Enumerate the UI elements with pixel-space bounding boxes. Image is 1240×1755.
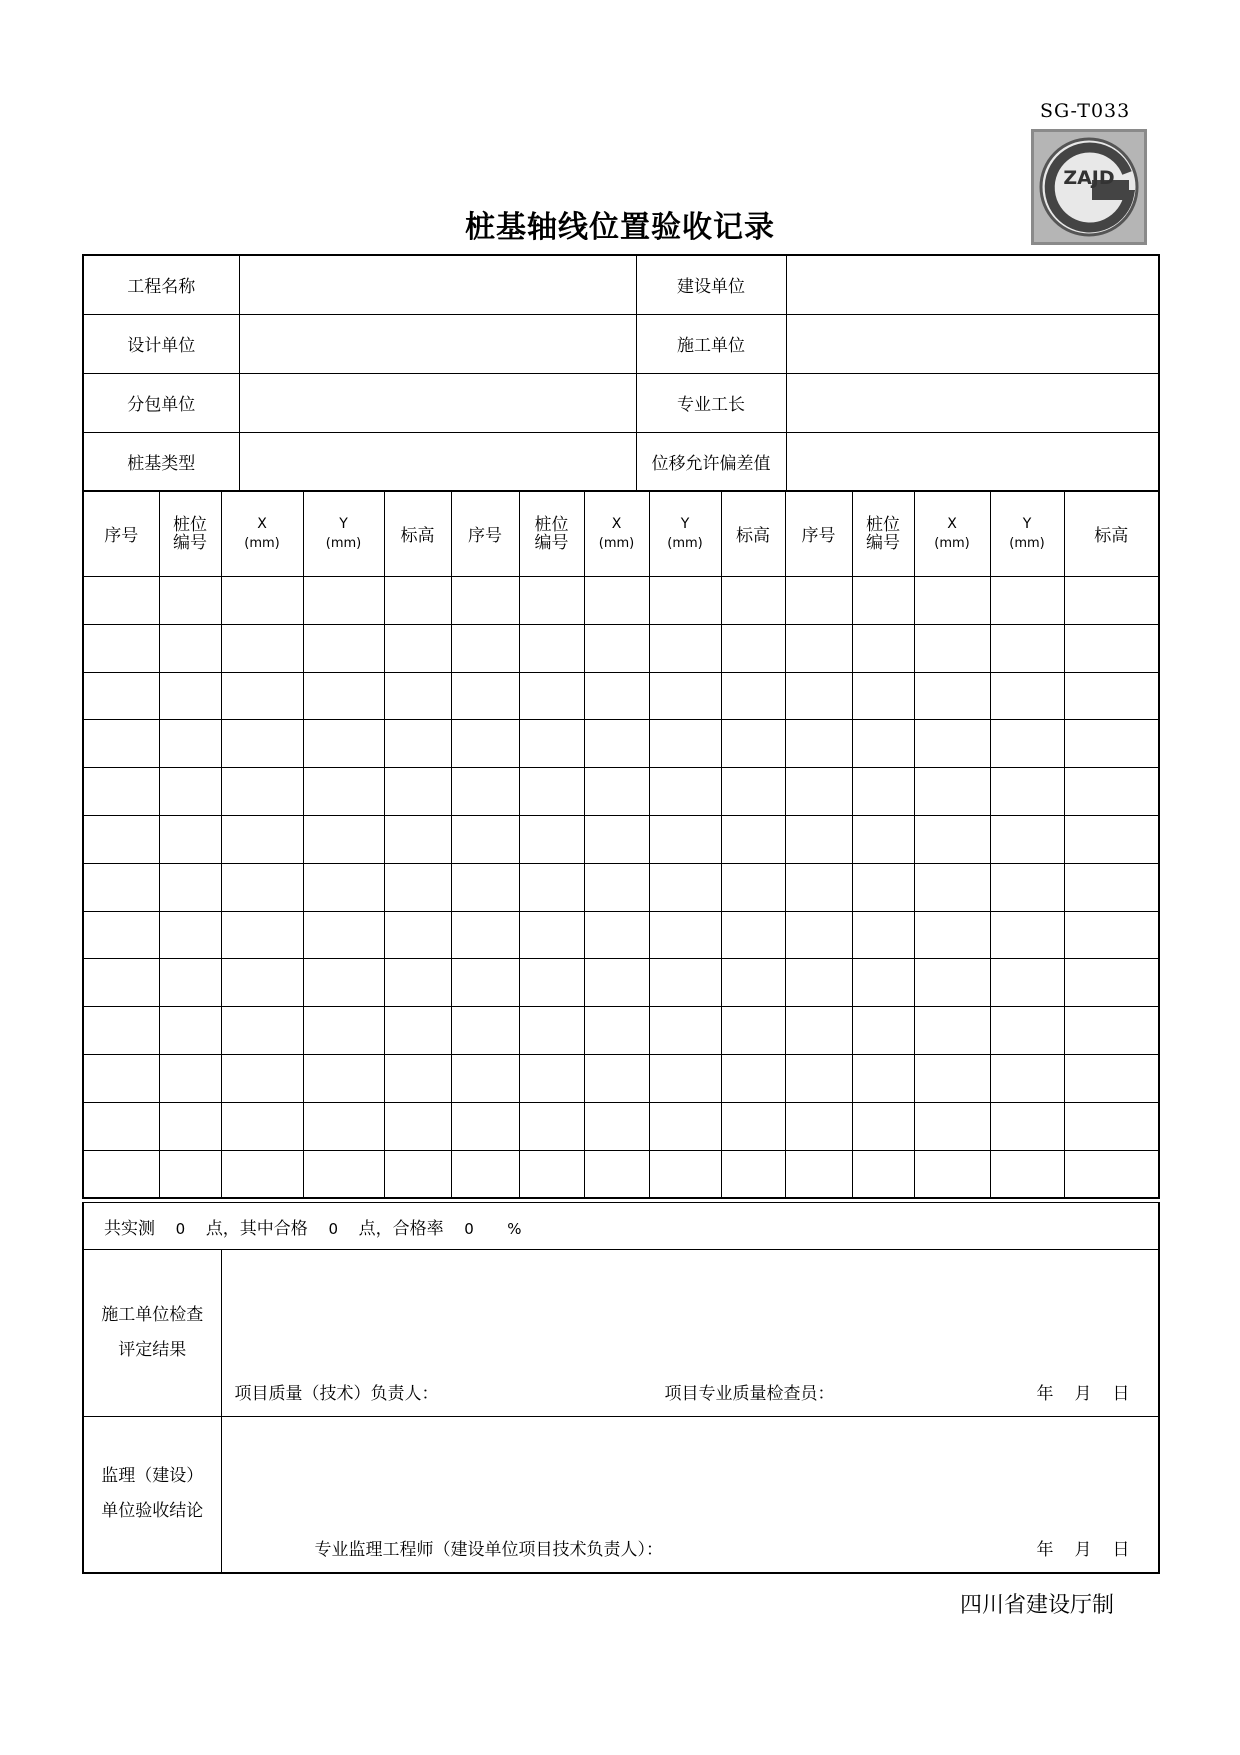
construction-check-label: 施工单位检查 评定结果 [83,1250,221,1417]
measurement-cell[interactable] [852,863,914,911]
measurement-cell[interactable] [721,624,785,672]
measurement-cell[interactable] [990,959,1064,1007]
measurement-cell[interactable] [785,1102,852,1150]
measurement-cell[interactable] [649,672,721,720]
measurement-cell[interactable] [990,577,1064,625]
measurement-body [83,577,1159,1198]
pile-no-header: 桩位 编号 [159,491,221,577]
measurement-cell[interactable] [914,815,990,863]
issuer: 四川省建设厅制 [960,1593,1115,1618]
measurement-cell[interactable] [451,815,519,863]
measurement-cell[interactable] [721,577,785,625]
measurement-cell[interactable] [1064,1054,1159,1102]
measurement-cell[interactable] [584,624,649,672]
measurement-cell[interactable] [221,672,303,720]
measurement-cell[interactable] [584,911,649,959]
quality-manager-signature: 项目质量（技术）负责人： [234,1384,439,1404]
measurement-cell[interactable] [384,577,451,625]
table-row [83,1102,1159,1150]
measurement-cell[interactable] [721,1007,785,1055]
measurement-cell[interactable] [852,911,914,959]
measurement-cell[interactable] [83,624,159,672]
table-row [83,577,1159,625]
date-day: 日 [1112,1539,1130,1560]
measurement-cell[interactable] [451,624,519,672]
measurement-cell[interactable] [584,720,649,768]
builder-unit-label: 建设单位 [636,255,786,314]
measurement-cell[interactable] [1064,959,1159,1007]
measurement-cell[interactable] [721,1054,785,1102]
measurement-cell[interactable] [852,1007,914,1055]
supervision-engineer-signature: 专业监理工程师（建设单位项目技术负责人）： [314,1539,663,1560]
measurement-cell[interactable] [649,1102,721,1150]
measurement-cell[interactable] [303,911,384,959]
measurement-cell[interactable] [83,1054,159,1102]
table-row [83,815,1159,863]
design-unit-field[interactable] [239,314,636,373]
measurement-cell[interactable] [785,959,852,1007]
measurement-cell[interactable] [1064,1007,1159,1055]
measurement-cell[interactable] [303,672,384,720]
measurement-cell[interactable] [519,624,584,672]
measurement-cell[interactable] [83,1150,159,1198]
measurement-cell[interactable] [221,768,303,816]
measurement-cell[interactable] [584,959,649,1007]
measurement-cell[interactable] [1064,863,1159,911]
measurement-cell[interactable] [649,815,721,863]
measurement-cell[interactable] [1064,815,1159,863]
measurement-cell[interactable] [649,720,721,768]
measurement-cell[interactable] [721,768,785,816]
measurement-cell[interactable] [384,768,451,816]
pass-prefix: 点，其中合格 [205,1218,308,1239]
measurement-cell[interactable] [785,768,852,816]
total-count[interactable]: 0 [175,1219,186,1238]
measurement-cell[interactable] [990,1150,1064,1198]
measurement-cell[interactable] [649,577,721,625]
measurement-cell[interactable] [785,911,852,959]
builder-unit-field[interactable] [786,255,1159,314]
table-row [83,624,1159,672]
measurement-cell[interactable] [1064,1150,1159,1198]
measurement-cell[interactable] [785,815,852,863]
measurement-cell[interactable] [451,577,519,625]
table-row [83,911,1159,959]
measurement-cell[interactable] [519,1054,584,1102]
date-month: 月 [1074,1384,1092,1404]
summary-table [82,1202,1160,1574]
measurement-cell[interactable] [221,720,303,768]
measurement-cell[interactable] [914,863,990,911]
measurement-cell[interactable] [519,768,584,816]
measurement-cell[interactable] [159,1102,221,1150]
measurement-cell[interactable] [221,577,303,625]
measurement-cell[interactable] [852,1054,914,1102]
x-header: X (mm) [914,491,990,577]
measurement-cell[interactable] [990,624,1064,672]
seq-header: 序号 [451,491,519,577]
table-row [83,863,1159,911]
measurement-cell[interactable] [990,1007,1064,1055]
measurement-cell[interactable] [221,1102,303,1150]
y-header: Y (mm) [990,491,1064,577]
table-row [83,1150,1159,1198]
measurement-cell[interactable] [303,815,384,863]
measurement-cell[interactable] [83,911,159,959]
measurement-cell[interactable] [584,1054,649,1102]
measurement-cell[interactable] [303,720,384,768]
measurement-cell[interactable] [83,577,159,625]
measurement-cell[interactable] [159,911,221,959]
date-year: 年 [1036,1384,1054,1404]
measurement-cell[interactable] [303,624,384,672]
date-month: 月 [1074,1539,1092,1560]
measurement-cell[interactable] [852,815,914,863]
rate-prefix: 点，合格率 [358,1218,444,1239]
measurement-cell[interactable] [451,1007,519,1055]
elevation-header: 标高 [721,491,785,577]
measurement-cell[interactable] [451,672,519,720]
seq-header: 序号 [83,491,159,577]
table-row [83,768,1159,816]
elevation-header: 标高 [384,491,451,577]
foreman-field[interactable] [786,373,1159,432]
measurement-header-row [83,491,1159,577]
measurement-cell[interactable] [914,672,990,720]
measurement-cell[interactable] [83,959,159,1007]
measurement-cell[interactable] [159,577,221,625]
measurement-cell[interactable] [221,1054,303,1102]
measurement-cell[interactable] [852,1150,914,1198]
measurement-cell[interactable] [721,720,785,768]
supervision-check-label: 监理（建设） 单位验收结论 [83,1417,221,1573]
measurement-cell[interactable] [83,768,159,816]
measurement-cell[interactable] [584,815,649,863]
construction-unit-field[interactable] [786,314,1159,373]
date-day: 日 [1112,1384,1130,1404]
table-row [83,959,1159,1007]
measurement-cell[interactable] [1064,624,1159,672]
measurement-cell[interactable] [221,863,303,911]
measurement-cell[interactable] [1064,672,1159,720]
measurement-cell[interactable] [519,863,584,911]
measurement-cell[interactable] [159,1054,221,1102]
page-title: 桩基轴线位置验收记录 [465,210,775,245]
measurement-cell[interactable] [519,911,584,959]
measurement-cell[interactable] [990,863,1064,911]
rate-percent: % [507,1219,522,1238]
measurement-cell[interactable] [384,1007,451,1055]
measurement-cell[interactable] [451,911,519,959]
measurement-cell[interactable] [384,1102,451,1150]
measurement-cell[interactable] [221,1007,303,1055]
summary-row [83,1203,1159,1250]
measurement-cell[interactable] [1064,768,1159,816]
measurement-cell[interactable] [649,1054,721,1102]
measurement-cell[interactable] [519,1102,584,1150]
measurement-cell[interactable] [914,577,990,625]
measurement-cell[interactable] [721,1150,785,1198]
subcontract-unit-field[interactable] [239,373,636,432]
x-header: X (mm) [221,491,303,577]
measurement-cell[interactable] [384,863,451,911]
measurement-cell[interactable] [221,624,303,672]
measurement-cell[interactable] [785,720,852,768]
measurement-cell[interactable] [451,959,519,1007]
measurement-cell[interactable] [584,1007,649,1055]
measurement-cell[interactable] [384,1150,451,1198]
measurement-cell[interactable] [303,959,384,1007]
subcontract-unit-label: 分包单位 [83,373,239,432]
inspector-signature: 项目专业质量检查员： [664,1384,835,1404]
measurement-cell[interactable] [384,815,451,863]
measurement-cell[interactable] [221,911,303,959]
measurement-cell[interactable] [852,768,914,816]
measurement-cell[interactable] [451,1150,519,1198]
pass-rate[interactable]: 0 [464,1219,474,1238]
project-info-table [82,254,1160,492]
measurement-cell[interactable] [384,1054,451,1102]
measurement-cell[interactable] [303,1007,384,1055]
measurement-cell[interactable] [785,1007,852,1055]
measurement-cell[interactable] [584,577,649,625]
x-header: X (mm) [584,491,649,577]
measurement-cell[interactable] [990,672,1064,720]
measurement-cell[interactable] [83,1102,159,1150]
measurement-cell[interactable] [384,624,451,672]
construction-unit-label: 施工单位 [636,314,786,373]
svg-text:ZAJD: ZAJD [1063,167,1115,189]
measurement-cell[interactable] [649,1007,721,1055]
measurement-cell[interactable] [303,1054,384,1102]
seq-header: 序号 [785,491,852,577]
measurement-cell[interactable] [584,672,649,720]
measurement-cell[interactable] [649,863,721,911]
measurement-cell[interactable] [519,959,584,1007]
measurement-cell[interactable] [914,624,990,672]
project-name-field[interactable] [239,255,636,314]
measurement-cell[interactable] [785,672,852,720]
measurement-cell[interactable] [159,815,221,863]
measurement-cell[interactable] [519,720,584,768]
pile-no-header: 桩位 编号 [852,491,914,577]
measurement-cell[interactable] [721,672,785,720]
measurement-cell[interactable] [159,1007,221,1055]
supervision-check-area[interactable] [221,1417,1159,1573]
measurement-cell[interactable] [83,863,159,911]
measurement-cell[interactable] [914,720,990,768]
measurement-cell[interactable] [221,1150,303,1198]
measurement-cell[interactable] [159,959,221,1007]
measurement-cell[interactable] [221,815,303,863]
table-row [83,1007,1159,1055]
measurement-cell[interactable] [584,863,649,911]
y-header: Y (mm) [303,491,384,577]
measurement-cell[interactable] [1064,577,1159,625]
measurement-cell[interactable] [990,1054,1064,1102]
measurement-cell[interactable] [721,911,785,959]
measurement-cell[interactable] [649,768,721,816]
measurement-cell[interactable] [451,1102,519,1150]
measurement-cell[interactable] [649,1150,721,1198]
measurement-cell[interactable] [649,959,721,1007]
measurement-cell[interactable] [159,672,221,720]
measurement-cell[interactable] [159,720,221,768]
measurement-cell[interactable] [83,1007,159,1055]
measurement-cell[interactable] [303,577,384,625]
measurement-cell[interactable] [852,1102,914,1150]
measurement-cell[interactable] [914,1007,990,1055]
measurement-cell[interactable] [649,624,721,672]
measurement-cell[interactable] [303,1150,384,1198]
measurement-cell[interactable] [451,768,519,816]
measurement-cell[interactable] [159,624,221,672]
measurement-cell[interactable] [785,863,852,911]
measurement-cell[interactable] [721,863,785,911]
measurement-cell[interactable] [852,672,914,720]
measurement-cell[interactable] [914,959,990,1007]
measurement-cell[interactable] [721,959,785,1007]
measurement-cell[interactable] [384,911,451,959]
measurement-cell[interactable] [303,863,384,911]
measurement-cell[interactable] [990,720,1064,768]
tolerance-field[interactable] [786,432,1159,491]
measurement-cell[interactable] [1064,911,1159,959]
tolerance-label: 位移允许偏差值 [636,432,786,491]
measurement-cell[interactable] [852,959,914,1007]
measurement-cell[interactable] [83,815,159,863]
measurement-cell[interactable] [990,1102,1064,1150]
table-row [83,1054,1159,1102]
design-unit-label: 设计单位 [83,314,239,373]
measurement-cell[interactable] [785,1054,852,1102]
measurement-cell[interactable] [384,720,451,768]
measurement-cell[interactable] [159,1150,221,1198]
measurement-cell[interactable] [785,624,852,672]
measurement-cell[interactable] [221,959,303,1007]
y-header: Y (mm) [649,491,721,577]
measurement-cell[interactable] [1064,1102,1159,1150]
measurement-cell[interactable] [990,768,1064,816]
measurement-cell[interactable] [451,1054,519,1102]
measurement-cell[interactable] [785,577,852,625]
form-code: SG-T033 [1040,100,1131,122]
measurement-cell[interactable] [519,815,584,863]
measurement-cell[interactable] [914,1054,990,1102]
measurement-cell[interactable] [721,1102,785,1150]
measurement-cell[interactable] [852,624,914,672]
measurement-cell[interactable] [159,863,221,911]
pass-count[interactable]: 0 [328,1219,338,1238]
measurement-cell[interactable] [519,672,584,720]
measurement-cell[interactable] [384,672,451,720]
total-prefix: 共实测 [104,1218,155,1239]
measurement-cell[interactable] [990,911,1064,959]
measurement-cell[interactable] [914,768,990,816]
measurement-cell[interactable] [990,815,1064,863]
measurement-cell[interactable] [519,1007,584,1055]
measurement-cell[interactable] [384,959,451,1007]
project-name-label: 工程名称 [83,255,239,314]
measurement-cell[interactable] [159,768,221,816]
measurement-cell[interactable] [721,815,785,863]
measurement-cell[interactable] [303,768,384,816]
pile-type-label: 桩基类型 [83,432,239,491]
measurement-cell[interactable] [914,911,990,959]
measurement-cell[interactable] [83,720,159,768]
pile-no-header: 桩位 编号 [519,491,584,577]
measurement-cell[interactable] [584,1102,649,1150]
measurement-cell[interactable] [584,1150,649,1198]
measurement-cell[interactable] [83,672,159,720]
measurement-cell[interactable] [852,720,914,768]
measurement-cell[interactable] [519,1150,584,1198]
measurement-cell[interactable] [519,577,584,625]
measurement-cell[interactable] [785,1150,852,1198]
measurement-cell[interactable] [914,1102,990,1150]
measurement-cell[interactable] [914,1150,990,1198]
elevation-header: 标高 [1064,491,1159,577]
measurement-cell[interactable] [584,768,649,816]
measurement-cell[interactable] [303,1102,384,1150]
table-row [83,720,1159,768]
foreman-label: 专业工长 [636,373,786,432]
pile-type-field[interactable] [239,432,636,491]
measurement-cell[interactable] [1064,720,1159,768]
construction-check-area[interactable] [221,1250,1159,1417]
table-row [83,672,1159,720]
measurement-cell[interactable] [649,911,721,959]
measurement-cell[interactable] [451,863,519,911]
measurement-cell[interactable] [852,577,914,625]
measurement-cell[interactable] [451,720,519,768]
date-year: 年 [1036,1539,1054,1560]
measurement-table [82,490,1160,1199]
